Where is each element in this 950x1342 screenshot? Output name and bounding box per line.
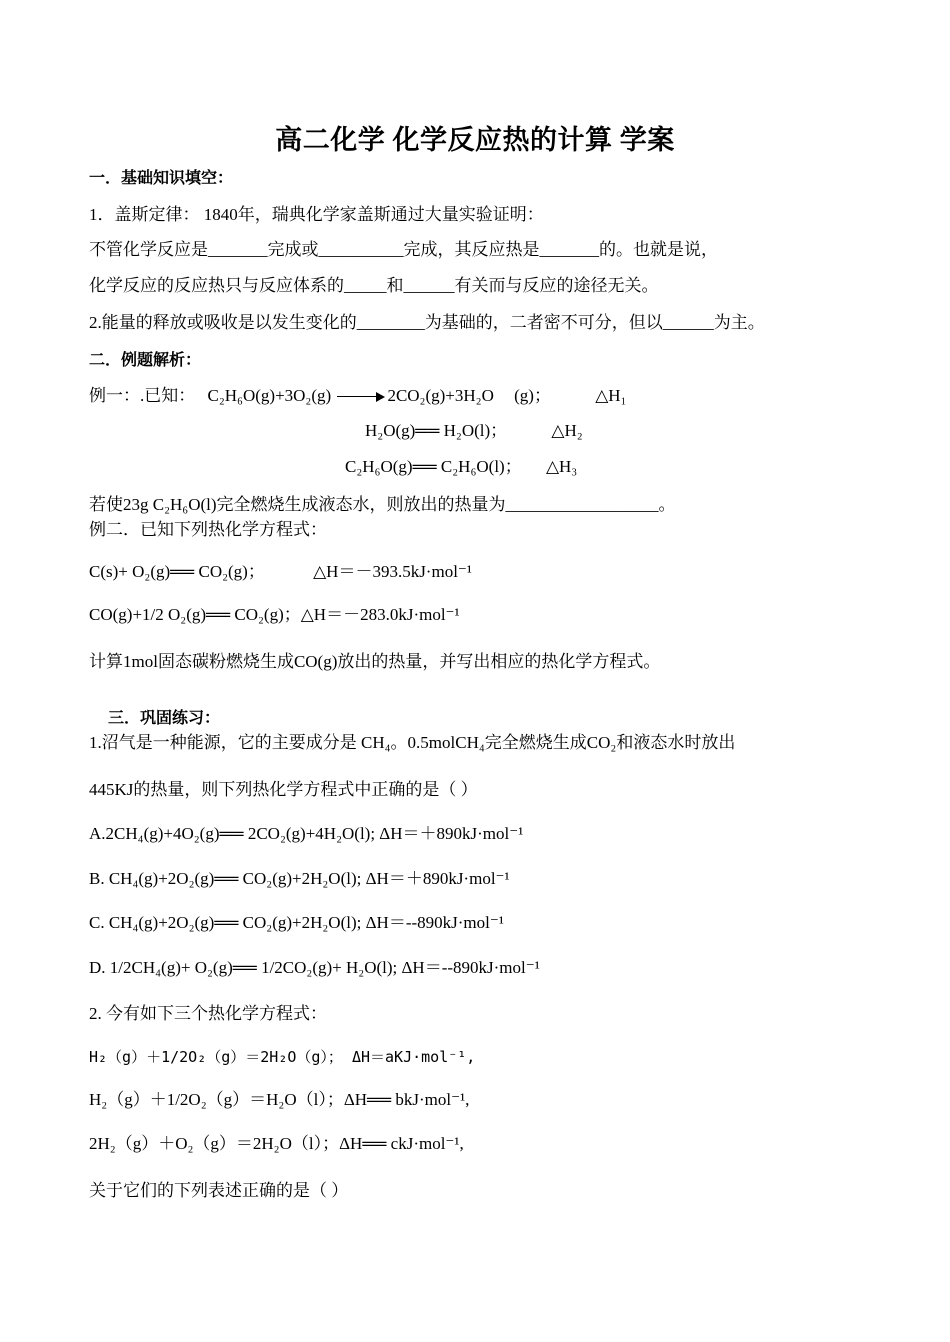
section-1-line-1: 1．盖斯定律： 1840年，瑞典化学家盖斯通过大量实验证明：: [89, 205, 544, 224]
section-2-heading: 二．例题解析：: [89, 352, 202, 369]
question-1-stem-line-2: 445KJ的热量，则下列热化学方程式中正确的是（ ）: [89, 780, 478, 799]
example-1-prefix: 例一：.已知：: [89, 386, 196, 405]
question-2-equation-1: H₂（g）＋1/2O₂（g）＝2H₂O（g）； ΔH＝aKJ·mol⁻¹,: [89, 1048, 476, 1066]
reaction-arrow-icon: [337, 392, 385, 402]
question-1-option-a: A.2CH₄(g)+4O₂(g)══ 2CO₂(g)+4H₂O(l); ΔH＝＋890kJ·mol⁻¹: [89, 824, 524, 843]
example-1-eq3-delta-h: △H₃: [545, 457, 578, 476]
example-1-eq2: H₂O(g)══ H₂O(l)；: [365, 421, 508, 440]
question-1-option-c: C. CH₄(g)+2O₂(g)══ CO₂(g)+2H₂O(l); ΔH＝--890kJ·mol⁻¹: [89, 913, 504, 932]
question-1-stem-part-1: 1.沼气是一种能源，它的主要成分是 CH₄。0.5molCH₄完全燃烧生成CO₂和液态水时放出: [89, 733, 736, 752]
example-2-question: 计算1mol固态碳粉燃烧生成CO(g)放出的热量，并写出相应的热化学方程式。: [89, 652, 661, 671]
example-1-eq1-delta-h: △H₁: [595, 386, 627, 405]
section-1-line-2: 不管化学反应是_______完成或__________完成，其反应热是_______的。也就是说，: [89, 240, 718, 259]
example-1-eq3: C₂H₆O(g)══ C₂H₆O(l)；: [345, 457, 522, 476]
page-title: 高二化学 化学反应热的计算 学案: [275, 125, 675, 155]
example-2-eq2: CO(g)+1/2 O₂(g)══ CO₂(g)；: [89, 605, 301, 624]
question-1-stem-line-1: [89, 732, 861, 754]
example-2-eq1-delta-h: △H＝－393.5kJ·mol⁻¹: [313, 562, 472, 581]
section-1-line-3: 化学反应的反应热只与反应体系的_____和______有关而与反应的途径无关。: [89, 276, 659, 295]
example-2-equation-1: [89, 561, 472, 583]
example-2-eq2-delta-h: △H＝－283.0kJ·mol⁻¹: [300, 605, 460, 624]
example-1-question: 若使23g C₂H₆O(l)完全燃烧生成液态水，则放出的热量为__________________。: [89, 495, 676, 514]
question-1-option-b: B. CH₄(g)+2O₂(g)══ CO₂(g)+2H₂O(l); ΔH＝＋890kJ·mol⁻¹: [89, 869, 510, 888]
example-2-eq1: C(s)+ O₂(g)══ CO₂(g)；: [89, 562, 265, 581]
example-2-equation-2: [89, 604, 460, 626]
section-1-line-4: 2.能量的释放或吸收是以发生变化的________为基础的，二者密不可分，但以______为主。: [89, 313, 765, 332]
question-2-stem: 2. 今有如下三个热化学方程式：: [89, 1004, 327, 1023]
section-1-heading: 一．基础知识填空：: [89, 170, 234, 187]
example-2-heading: 例二．已知下列热化学方程式：: [89, 520, 327, 539]
example-1-eq1-state: (g)；: [514, 386, 551, 405]
example-1-eq1-reactants: C₂H₆O(g)+3O₂(g): [207, 386, 332, 405]
example-1-equation-2: [365, 420, 583, 442]
example-1-eq2-delta-h: △H₂: [551, 421, 583, 440]
question-2-equation-2: H₂（g）＋1/2O₂（g）＝H₂O（l）；ΔH══ bkJ·mol⁻¹,: [89, 1090, 470, 1109]
question-2-equation-3: 2H₂（g）＋O₂（g）＝2H₂O（l）；ΔH══ ckJ·mol⁻¹,: [89, 1134, 464, 1153]
example-1-eq1-products: 2CO₂(g)+3H₂O: [387, 386, 494, 405]
example-1-equation-1: [89, 385, 626, 407]
question-2-question: 关于它们的下列表述正确的是（ ）: [89, 1181, 349, 1200]
question-1-option-d: D. 1/2CH₄(g)+ O₂(g)══ 1/2CO₂(g)+ H₂O(l); ΔH＝--890kJ·mol⁻¹: [89, 958, 540, 977]
example-1-equation-3: [345, 456, 577, 478]
section-3-heading: 三．巩固练习：: [108, 710, 221, 727]
